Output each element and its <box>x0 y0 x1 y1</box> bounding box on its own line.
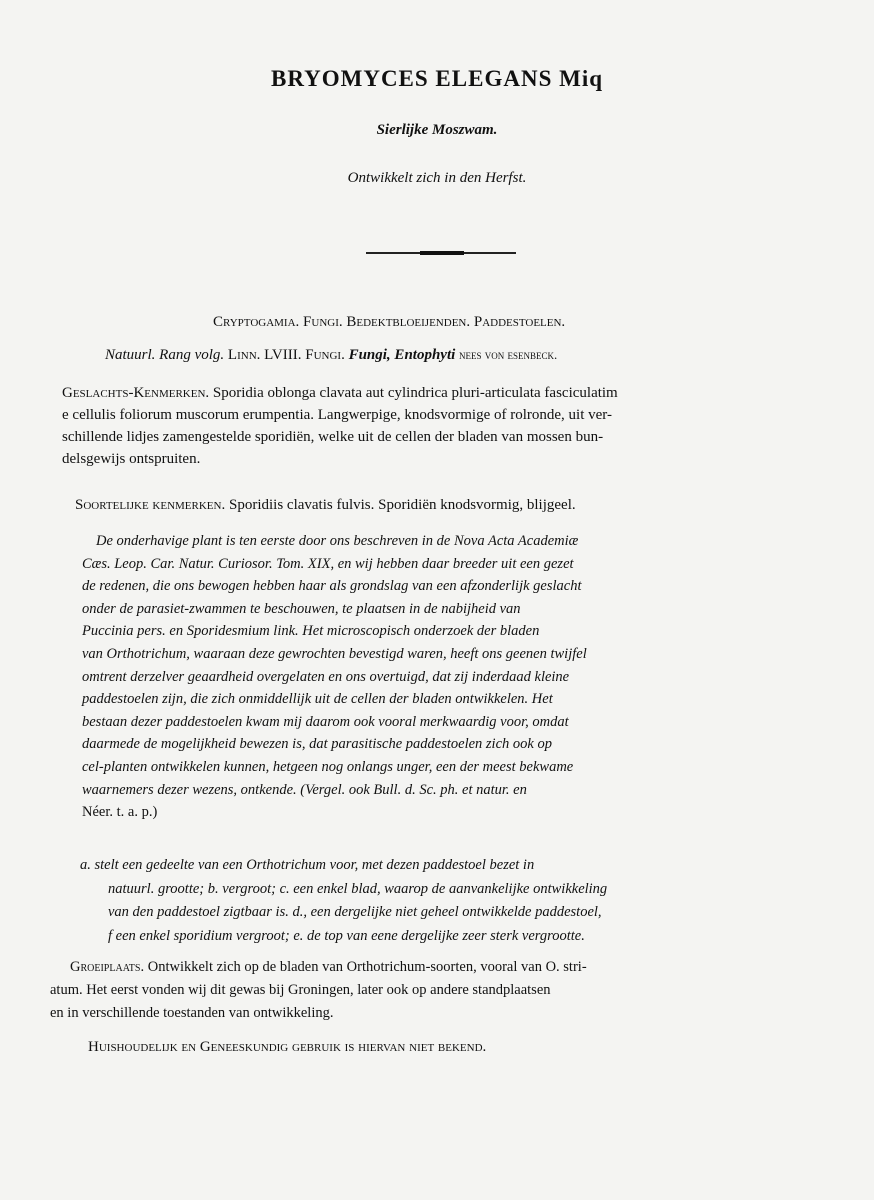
figure-line: f een enkel sporidium vergroot; e. de top van eene dergelijke zeer sterk vergrootte. <box>108 927 585 944</box>
description-line: cel-planten ontwikkelen kunnen, hetgeen nog onlangs unger, een der meest bekwame <box>82 758 574 775</box>
description-line: De onderhavige plant is ten eerste door ons beschreven in de Nova Acta Academiæ <box>96 533 579 549</box>
habitat-label: Groeiplaats. <box>70 959 145 975</box>
species-title: BRYOMYCES ELEGANS Miq <box>270 66 604 91</box>
figure-line: van den paddestoel zigtbaar is. d., een dergelijke niet geheel ontwikkelde paddestoel, <box>108 904 602 920</box>
genus-line-1: Geslachts-Kenmerken. Sporidia oblonga clavata aut cylindrica pluri-articulata fasciculatim <box>62 385 618 401</box>
description-line: omtrent derzelver geaardheid overgelaten en ons overtuigd, dat zij inderdaad kleine <box>82 668 570 685</box>
genus-line-4: delsgewijs ontspruiten. <box>62 451 201 467</box>
description-line: waarnemers dezer wezens, ontkende. (Vergel. ook Bull. d. Sc. ph. et natur. en <box>82 781 527 798</box>
figure-line: natuurl. grootte; b. vergroot; c. een enkel blad, waarop de aanvankelijke ontwikkeling <box>108 880 608 897</box>
species-characters <box>75 496 576 515</box>
description-line: Cæs. Leop. Car. Natur. Curiosor. Tom. XIX, en wij hebben daar breeder uit een gezet <box>82 555 574 572</box>
natural-rank-label: Natuurl. Rang volg. <box>105 347 225 363</box>
habitat-paragraph <box>50 956 822 1025</box>
figure-line: a. stelt een gedeelte van een Orthotrichum voor, met dezen paddestoel bezet in <box>80 857 535 873</box>
fungi-group: Fungi, Entophyti <box>348 347 456 363</box>
description-line: daarmede de mogelijkheid bewezen is, dat parasitische paddestoelen zich ook op <box>82 736 552 753</box>
divider-ornament <box>420 251 464 255</box>
description-line: van Orthotrichum, waaraan deze gewrochten bevestigd waren, heeft ons geenen twijfel <box>82 645 587 662</box>
genus-label: Geslachts-Kenmerken. <box>62 385 210 401</box>
habitat-line-2: atum. Het eerst vonden wij dit gewas bij Groningen, later ook op andere standplaatsen <box>50 982 551 998</box>
description-line: Puccinia pers. en Sporidesmium link. Het microscopisch onderzoek der bladen <box>82 623 540 640</box>
linnaeus-rank: Linn. LVIII. Fungi. <box>227 347 345 363</box>
species-text: Sporidiis clavatis fulvis. Sporidiën knodsvormig, blijgeel. <box>228 497 576 513</box>
description-line: bestaan dezer paddestoelen kwam mij daarom ook vooral merkwaardig voor, omdat <box>82 713 569 730</box>
habitat-line-3: en in verschillende toestanden van ontwikkeling. <box>50 1005 334 1021</box>
natural-rank-line <box>105 345 557 365</box>
description-paragraph <box>82 530 822 824</box>
genus-characters <box>62 382 819 470</box>
usage-line: Huishoudelijk en Geneeskundig gebruik is hiervan niet bekend. <box>88 1039 487 1055</box>
habitat-line-1: Groeiplaats. Ontwikkelt zich op de bladen van Orthotrichum-soorten, vooral van O. stri- <box>70 959 587 975</box>
species-label: Soortelijke kenmerken. <box>75 497 226 513</box>
season-note: Ontwikkelt zich in den Herfst. <box>347 170 527 186</box>
author-name: nees von esenbeck. <box>459 347 558 362</box>
genus-line-2: e cellulis foliorum muscorum erumpentia. Langwerpige, knodsvormige of rolronde, uit ver- <box>62 407 612 423</box>
description-line: paddestoelen zijn, die zich onmiddellijk uit de cellen der bladen ontwikkelen. Het <box>82 691 553 708</box>
classification-line: Cryptogamia. Fungi. Bedektbloeijenden. Paddestoelen. <box>213 314 566 330</box>
description-line: onder de parasiet-zwammen te beschouwen, te plaatsen in de nabijheid van <box>82 600 521 617</box>
figure-explanation <box>80 854 822 948</box>
description-line: de redenen, die ons bewogen hebben haar als grondslag van een afzonderlijk geslacht <box>82 578 582 595</box>
common-name: Sierlijke Moszwam. <box>376 122 498 138</box>
description-line: Néer. t. a. p.) <box>82 804 158 821</box>
genus-line-3: schillende lidjes zamengestelde sporidiën, welke uit de cellen der bladen van mossen bun- <box>62 429 604 445</box>
